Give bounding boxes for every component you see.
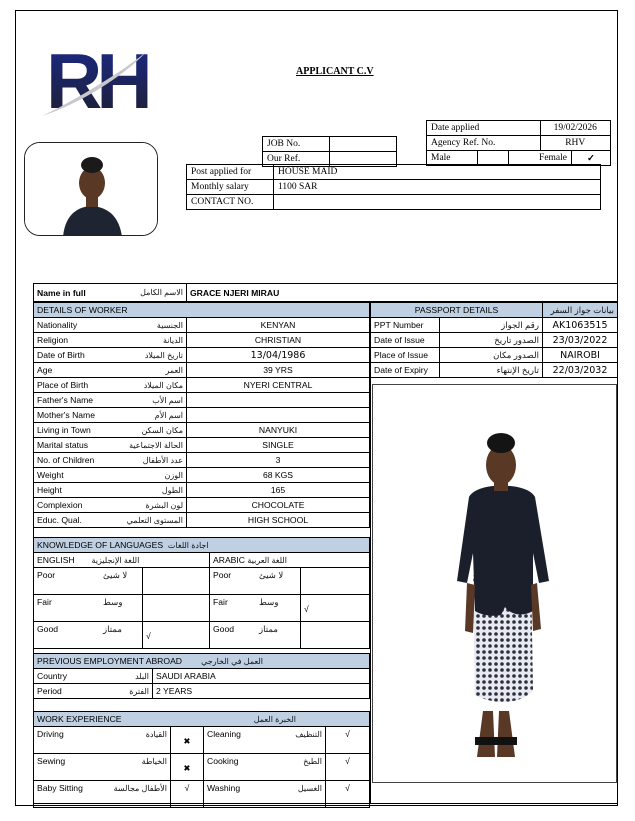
- employment-label: Country: [37, 671, 68, 681]
- worker-label: No. of Children: [37, 455, 95, 465]
- arabic-level-mark: [301, 568, 370, 595]
- skill-mark: √: [326, 754, 370, 781]
- passport-label-ar: الصدور مكان: [440, 348, 543, 363]
- skill-label-ar: الطبخ: [303, 756, 322, 766]
- level-label-ar: وسط: [256, 595, 301, 622]
- worker-label: Nationality: [37, 320, 78, 330]
- worker-label: Age: [37, 365, 53, 375]
- employment-label-ar: الفترة: [129, 686, 149, 696]
- worker-label-ar: مكان الميلاد: [143, 380, 183, 390]
- post-applied-table: [186, 164, 601, 210]
- worker-label: Complexion: [37, 500, 83, 510]
- our-ref-label: Our Ref.: [263, 152, 330, 167]
- worker-details-heading: DETAILS OF WORKER: [34, 303, 370, 318]
- level-label-ar: لا شيئ: [100, 568, 143, 595]
- level-label: Poor: [210, 568, 257, 595]
- worker-row: [34, 453, 370, 468]
- job-no-row: [263, 137, 397, 152]
- application-info-table: [426, 120, 611, 166]
- employment-heading: PREVIOUS EMPLOYMENT ABROAD: [37, 656, 183, 666]
- work-experience-table: [33, 711, 370, 808]
- name-label: Name in full: [37, 287, 86, 298]
- name-row: [34, 284, 618, 302]
- name-value: GRACE NJERI MIRAU: [187, 284, 618, 302]
- english-label-ar: اللغة الإنجليزية: [91, 556, 140, 565]
- passport-label: Date of Issue: [371, 333, 440, 348]
- work-row: [34, 754, 370, 781]
- worker-row: [34, 393, 370, 408]
- worker-value: 39 YRS: [187, 363, 370, 378]
- worker-label-ar: عدد الأطفال: [142, 455, 183, 465]
- worker-label-ar: اسم الأم: [154, 410, 183, 420]
- name-label-ar: الاسم الكامل: [140, 288, 183, 297]
- worker-label-ar: الوزن: [164, 470, 183, 480]
- employment-header: [34, 654, 370, 669]
- worker-label-ar: المستوى التعلمي: [126, 515, 183, 525]
- passport-value: AK1063515: [543, 318, 618, 333]
- passport-label: Date of Expiry: [371, 363, 440, 378]
- english-level-mark: √: [143, 622, 210, 649]
- worker-value: KENYAN: [187, 318, 370, 333]
- worker-row: [34, 438, 370, 453]
- employment-label: Period: [37, 686, 62, 696]
- worker-row: [34, 378, 370, 393]
- worker-value: [187, 393, 370, 408]
- employment-value: SAUDI ARABIA: [153, 669, 370, 684]
- worker-value: NANYUKI: [187, 423, 370, 438]
- level-label-ar: ممتاز: [256, 622, 301, 649]
- level-label: Poor: [34, 568, 101, 595]
- work-row: [34, 727, 370, 754]
- level-label-ar: لا شيئ: [256, 568, 301, 595]
- level-label-ar: وسط: [100, 595, 143, 622]
- level-label: Good: [34, 622, 101, 649]
- english-level-mark: [143, 568, 210, 595]
- worker-details-table: [33, 302, 370, 528]
- passport-value: 22/03/2032: [543, 363, 618, 378]
- worker-row: [34, 483, 370, 498]
- passport-label: Place of Issue: [371, 348, 440, 363]
- skill-mark: √: [171, 781, 204, 808]
- worker-label: Religion: [37, 335, 69, 345]
- skill-mark: √: [326, 781, 370, 808]
- salary-row: [187, 180, 601, 195]
- level-label: Good: [210, 622, 257, 649]
- passport-heading-ar: بيانات جواز السفر: [543, 303, 618, 318]
- passport-row: [371, 348, 618, 363]
- date-applied-value: 19/02/2026: [540, 121, 611, 136]
- english-level-mark: [143, 595, 210, 622]
- monthly-salary-label: Monthly salary: [187, 180, 274, 195]
- worker-label-ar: تاريخ الميلاد: [144, 350, 183, 360]
- worker-value: [187, 408, 370, 423]
- arabic-label: ARABIC: [213, 555, 245, 565]
- worker-label: Mother's Name: [37, 410, 95, 420]
- worker-label: Marital status: [37, 440, 89, 450]
- work-header: [34, 712, 370, 727]
- worker-label: Father's Name: [37, 395, 94, 405]
- applicant-portrait-photo: [24, 142, 158, 236]
- skill-label-ar: الخياطة: [141, 756, 167, 766]
- employment-heading-ar: العمل في الخارجي: [201, 657, 264, 666]
- language-level-row: [34, 568, 370, 595]
- worker-label-ar: لون البشرة: [145, 500, 183, 510]
- monthly-salary-value: 1100 SAR: [274, 180, 601, 195]
- passport-label: PPT Number: [371, 318, 440, 333]
- skill-label-ar: الأطفال مجالسة: [113, 783, 167, 793]
- worker-value: 13/04/1986: [187, 348, 370, 363]
- contact-no-label: CONTACT NO.: [187, 195, 274, 210]
- passport-header: [371, 303, 618, 318]
- passport-details-table: [370, 302, 618, 378]
- job-reference-table: [262, 136, 397, 167]
- worker-label: Living in Town: [37, 425, 91, 435]
- work-heading: WORK EXPERIENCE: [37, 714, 122, 724]
- previous-employment-table: [33, 653, 370, 699]
- worker-row: [34, 498, 370, 513]
- skill-label: Sewing: [37, 756, 66, 766]
- company-logo: [42, 42, 154, 118]
- worker-row: [34, 468, 370, 483]
- language-level-row: [34, 595, 370, 622]
- worker-row: [34, 423, 370, 438]
- date-applied-label: Date applied: [427, 121, 541, 136]
- worker-value: 165: [187, 483, 370, 498]
- work-heading-ar: الخبرة العمل: [253, 714, 296, 724]
- female-checkbox: ✓: [572, 151, 611, 166]
- bottom-rule: [33, 803, 618, 804]
- languages-header: [34, 538, 370, 553]
- passport-label-ar: تاريخ الإنتهاء: [440, 363, 543, 378]
- skill-mark: ✖: [171, 754, 204, 781]
- skill-label-ar: الغسيل: [297, 783, 322, 793]
- worker-label: Weight: [37, 470, 64, 480]
- passport-value: 23/03/2022: [543, 333, 618, 348]
- level-label: Fair: [210, 595, 257, 622]
- svg-text:RH: RH: [46, 42, 147, 118]
- worker-label: Height: [37, 485, 62, 495]
- employment-value: 2 YEARS: [153, 684, 370, 699]
- worker-label: Place of Birth: [37, 380, 89, 390]
- passport-label-ar: الصدور تاريخ: [440, 333, 543, 348]
- skill-label: Washing: [207, 783, 241, 793]
- worker-row: [34, 318, 370, 333]
- contact-no-value: [274, 195, 601, 210]
- languages-subheader: [34, 553, 370, 568]
- passport-value: NAIROBI: [543, 348, 618, 363]
- worker-label-ar: الحالة الاجتماعية: [129, 440, 183, 450]
- level-label: Fair: [34, 595, 101, 622]
- worker-label-ar: مكان السكن: [141, 425, 183, 435]
- worker-label-ar: الطول: [161, 485, 183, 495]
- worker-label: Educ. Qual.: [37, 515, 82, 525]
- post-row: [187, 165, 601, 180]
- skill-label: Driving: [37, 729, 64, 739]
- worker-row: [34, 363, 370, 378]
- skill-label-ar: التنظيف: [295, 729, 322, 739]
- worker-value: 68 KGS: [187, 468, 370, 483]
- passport-row: [371, 318, 618, 333]
- employment-row: [34, 684, 370, 699]
- name-table: [33, 283, 618, 302]
- languages-table: [33, 537, 370, 649]
- agency-ref-value: RHV: [540, 136, 611, 151]
- worker-row: [34, 408, 370, 423]
- english-label: ENGLISH: [37, 555, 75, 565]
- worker-value: HIGH SCHOOL: [187, 513, 370, 528]
- employment-row: [34, 669, 370, 684]
- languages-heading: KNOWLEDGE OF LANGUAGES: [37, 540, 164, 550]
- worker-value: SINGLE: [187, 438, 370, 453]
- arabic-label-ar: اللغة العربية: [247, 556, 287, 565]
- level-label-ar: ممتاز: [100, 622, 143, 649]
- employment-label-ar: البلد: [135, 671, 149, 681]
- contact-row: [187, 195, 601, 210]
- language-level-row: [34, 622, 370, 649]
- worker-label-ar: الديانة: [162, 335, 183, 345]
- worker-label-ar: العمر: [165, 365, 183, 375]
- passport-row: [371, 333, 618, 348]
- worker-label-ar: الجنسية: [156, 320, 183, 330]
- arabic-level-mark: [301, 622, 370, 649]
- skill-label-ar: القيادة: [145, 729, 167, 739]
- job-no-value: [330, 137, 397, 152]
- male-label: Male: [427, 151, 478, 166]
- skill-label: Cleaning: [207, 729, 241, 739]
- skill-label: Cooking: [207, 756, 239, 766]
- applicant-full-body-photo: [372, 384, 617, 783]
- languages-heading-ar: اجادة اللغات: [167, 541, 209, 550]
- worker-value: CHRISTIAN: [187, 333, 370, 348]
- passport-label-ar: رقم الجواز: [440, 318, 543, 333]
- female-label: Female: [509, 151, 572, 166]
- worker-value: 3: [187, 453, 370, 468]
- job-no-label: JOB No.: [263, 137, 330, 152]
- skill-mark: ✖: [171, 727, 204, 754]
- worker-value: NYERI CENTRAL: [187, 378, 370, 393]
- document-title: APPLICANT C.V: [296, 66, 374, 77]
- worker-row: [34, 348, 370, 363]
- worker-label-ar: اسم الأب: [152, 395, 183, 405]
- agency-ref-row: [427, 136, 611, 151]
- skill-mark: √: [326, 727, 370, 754]
- skill-label: Baby Sitting: [37, 783, 83, 793]
- post-applied-label: Post applied for: [187, 165, 274, 180]
- worker-details-header: [34, 303, 370, 318]
- arabic-level-mark: √: [301, 595, 370, 622]
- worker-value: CHOCOLATE: [187, 498, 370, 513]
- post-applied-value: HOUSE MAID: [274, 165, 601, 180]
- worker-row: [34, 333, 370, 348]
- worker-label: Date of Birth: [37, 350, 85, 360]
- passport-heading: PASSPORT DETAILS: [371, 303, 543, 318]
- date-applied-row: [427, 121, 611, 136]
- agency-ref-label: Agency Ref. No.: [427, 136, 541, 151]
